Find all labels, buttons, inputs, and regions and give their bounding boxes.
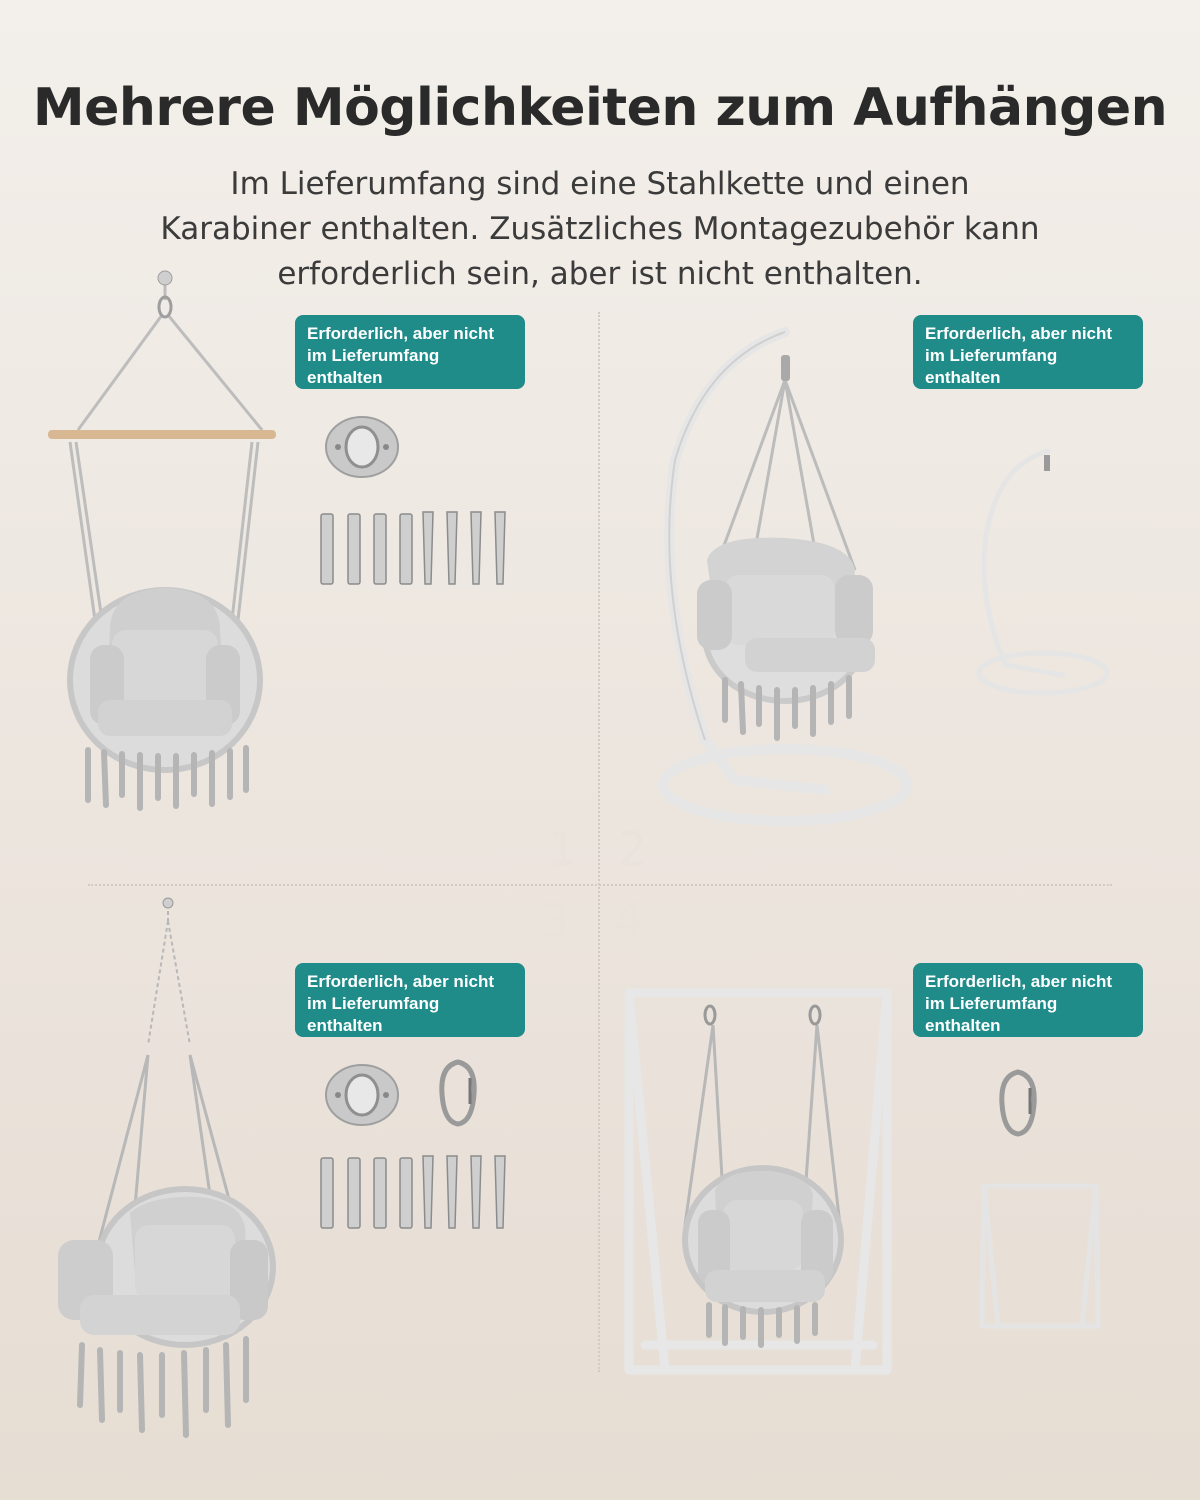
c-stand-chair-illustration [645, 320, 925, 830]
c-stand-icon [968, 445, 1113, 705]
frame-stand-icon [974, 1180, 1104, 1332]
hammock-chair-chain-illustration [40, 895, 290, 1450]
badge-line: im Lieferumfang [925, 994, 1058, 1013]
horizontal-divider [88, 884, 1112, 886]
badge-line: Erforderlich, aber nicht [925, 324, 1113, 343]
badge-line: Erforderlich, aber nicht [307, 972, 495, 991]
required-badge-1 [295, 315, 525, 389]
quadrant-number-2: 2 [618, 822, 648, 876]
hammock-chair-rope-illustration [40, 270, 290, 815]
badge-line: Erforderlich, aber nicht [925, 972, 1113, 991]
badge-line: im Lieferumfang [925, 346, 1058, 365]
required-badge-4 [913, 963, 1143, 1037]
subtitle-line: erforderlich sein, aber ist nicht enthalten. [277, 256, 923, 292]
badge-line: im Lieferumfang [307, 994, 440, 1013]
vertical-divider [598, 312, 600, 1372]
required-badge-3 [295, 963, 525, 1037]
badge-line: im Lieferumfang [307, 346, 440, 365]
mounting-screws-icon [316, 508, 511, 590]
carabiner-icon [996, 1068, 1040, 1138]
ceiling-plate-icon [322, 412, 402, 482]
carabiner-icon [436, 1058, 480, 1128]
subtitle-line: Karabiner enthalten. Zusätzliches Montagezubehör kann [160, 211, 1040, 247]
quadrant-number-4: 4 [614, 893, 644, 947]
page-title: Mehrere Möglichkeiten zum Aufhängen [32, 78, 1168, 138]
frame-stand-chair-illustration [605, 985, 905, 1380]
badge-line: enthalten [925, 1016, 1001, 1035]
badge-line: enthalten [925, 368, 1001, 387]
badge-line: Erforderlich, aber nicht [307, 324, 495, 343]
ceiling-plate-icon [322, 1060, 402, 1130]
badge-line: enthalten [307, 368, 383, 387]
mounting-screws-icon [316, 1152, 511, 1234]
badge-line: enthalten [307, 1016, 383, 1035]
quadrant-number-3: 3 [540, 893, 570, 947]
quadrant-number-1: 1 [548, 822, 578, 876]
subtitle-line: Im Lieferumfang sind eine Stahlkette und einen [230, 166, 970, 202]
required-badge-2 [913, 315, 1143, 389]
